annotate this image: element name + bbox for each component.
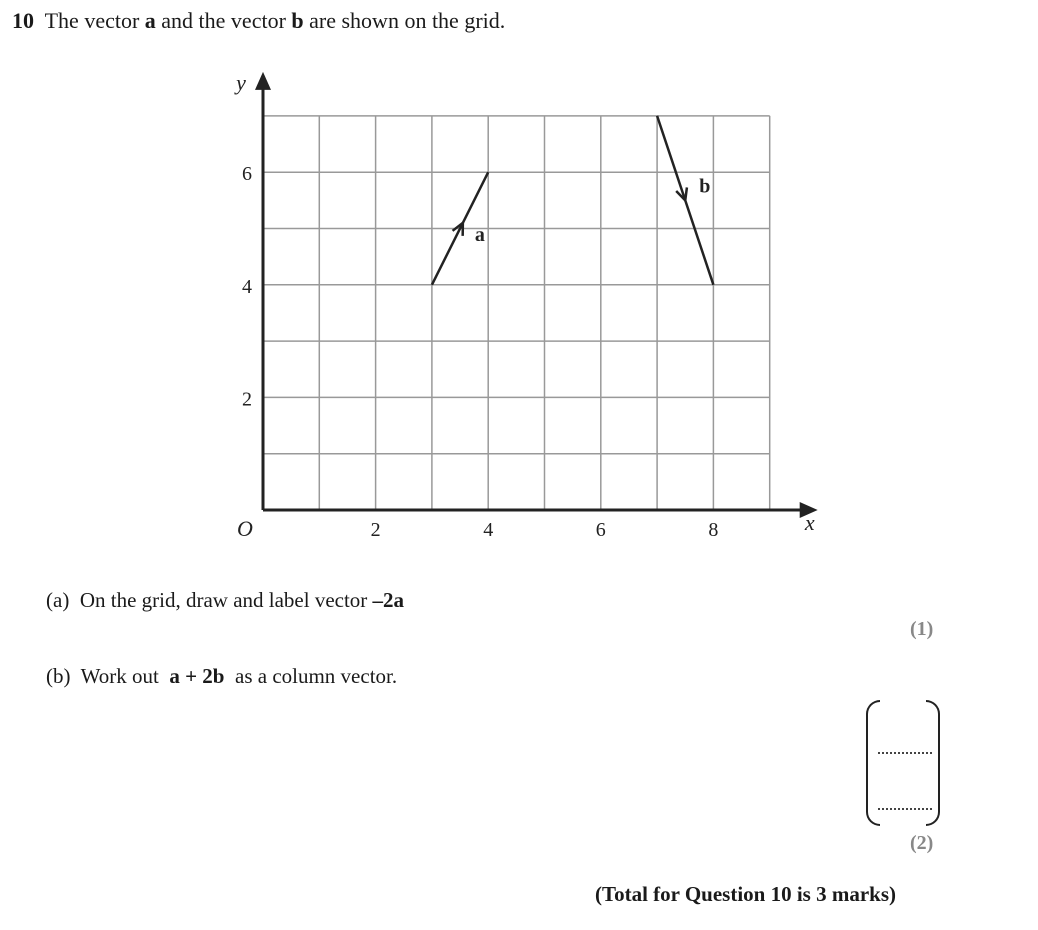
y-tick-label: 4 (242, 275, 252, 298)
part-a-text: On the grid, draw and label vector (79, 588, 373, 612)
question-number: 10 (12, 8, 34, 33)
x-tick-label: 6 (595, 519, 606, 541)
part-a (46, 588, 404, 613)
y-axis-arrow (255, 72, 271, 90)
vector-a-label: a (474, 223, 485, 246)
y-tick-label: 6 (242, 163, 252, 186)
answer-top-entry[interactable] (878, 752, 932, 754)
tick-labels (242, 163, 718, 541)
x-tick-label: 2 (370, 519, 381, 541)
total-marks: (Total for Question 10 is 3 marks) (595, 882, 897, 906)
x-tick-label: 4 (483, 519, 494, 541)
part-b-expr: a + 2b (169, 664, 225, 688)
x-tick-label: 8 (708, 519, 719, 541)
x-axis-label: x (804, 510, 815, 535)
vector-b-label: b (699, 175, 711, 198)
grid-lines (263, 116, 770, 510)
y-axis-label: y (236, 69, 246, 95)
vectors (432, 116, 714, 285)
axes (234, 70, 818, 541)
answer-bottom-entry[interactable] (878, 808, 932, 810)
part-a-marks: (1) (910, 618, 934, 640)
part-a-expr: –2a (372, 588, 405, 612)
y-tick-label: 2 (242, 388, 252, 411)
part-b-label: (b) (46, 664, 71, 688)
vector-a-ref: a (144, 8, 156, 33)
part-b: (b) Work out a + 2b as a column vector. (46, 664, 398, 688)
question-text: 10 The vector a and the vector b are shown on the grid. (12, 8, 506, 33)
origin-label: O (237, 516, 253, 541)
part-a-label: (a) (46, 588, 70, 612)
vector-b-ref: b (291, 8, 304, 33)
part-b-marks: (2) (910, 832, 934, 854)
